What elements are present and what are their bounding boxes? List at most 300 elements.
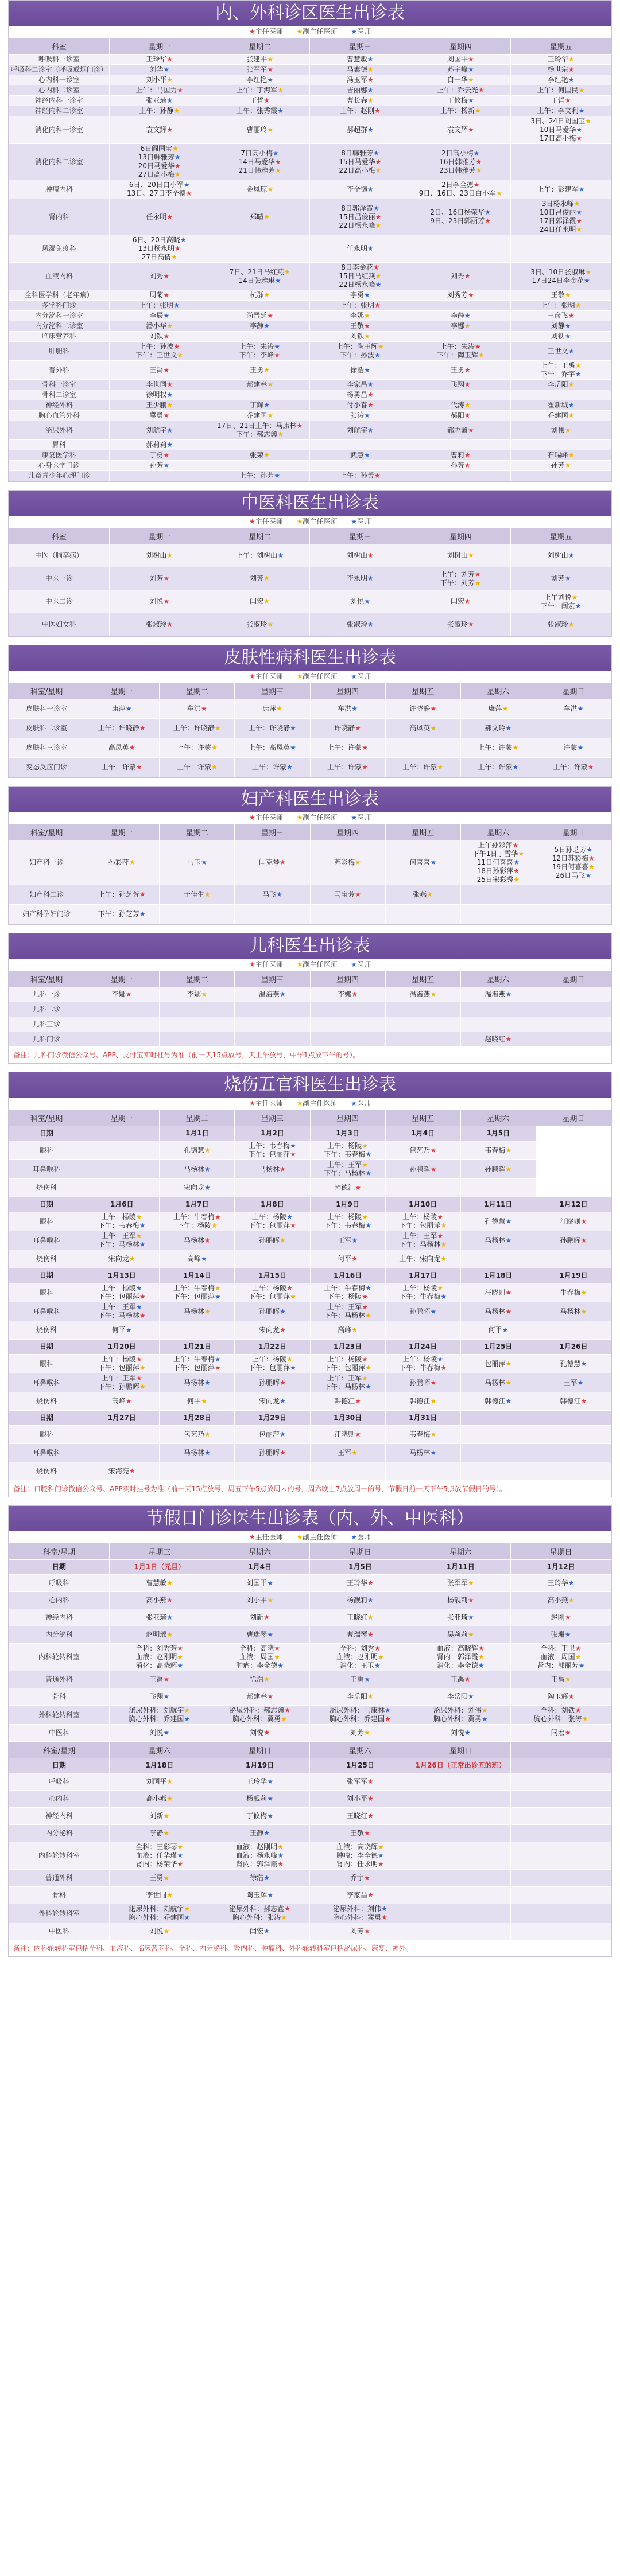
doctor-name: 17日高小梅 [540,134,576,142]
column-header: 科室/星期 [9,824,84,840]
department-cell: 儿科一诊 [9,987,84,1002]
schedule-cell [460,738,536,758]
schedule-cell [84,1321,160,1340]
schedule-cell [160,738,235,758]
schedule-cell [536,719,611,738]
rank-star-icon: ★ [505,1035,512,1043]
legend-yellow-label: 副主任医师 [303,28,338,36]
doctor-name: 上午：刘芳 [440,570,475,578]
schedule-cell [410,55,511,65]
rank-star-icon: ★ [163,291,170,299]
schedule-cell [160,1392,235,1411]
doctor-name: 刘树山 [447,551,468,559]
schedule-cell [210,380,310,390]
schedule-cell [160,1231,235,1250]
rank-star-icon: ★ [467,620,474,628]
rank-star-icon: ★ [580,1236,587,1244]
doctor-name: 刘航宇 [146,426,167,434]
schedule-cell [511,75,611,85]
rank-star-icon: ★ [467,76,474,84]
doctor-name: 马杨林 [183,1236,204,1244]
doctor-name: 上午：张明 [340,301,375,309]
schedule-cell [460,1179,536,1197]
schedule-cell [410,471,511,481]
legend-blue-label: 医师 [356,517,371,526]
rank-star-icon: ★ [362,1213,368,1221]
rank-star-icon: ★ [362,1142,368,1150]
schedule-cell [210,1706,310,1725]
rank-star-icon: ★ [430,1165,437,1173]
schedule-cell [109,85,210,96]
schedule-cell [109,544,210,567]
rank-star-icon: ★ [378,1860,384,1868]
rank-star-icon: ★ [374,1644,381,1652]
rank-star-icon: ★ [587,763,594,771]
rank-star-icon: ★ [351,1449,358,1457]
rank-star-icon: ★ [568,411,575,419]
doctor-name: 高小燕 [146,1795,167,1803]
schedule-cell [210,106,310,116]
date-cell [511,1758,611,1773]
schedule-cell [109,1706,210,1725]
rank-star-icon: ★ [163,332,170,340]
rank-star-icon: ★ [474,578,481,587]
doctor-name: 刘芳 [250,574,264,582]
department-cell: 胃科 [9,440,110,450]
schedule-cell [84,1179,160,1197]
schedule-cell [84,840,160,885]
legend [9,516,611,527]
date-cell [460,1411,536,1426]
rank-star-icon: ★ [267,1596,273,1604]
doctor-name: 上午：宋向龙 [399,1255,441,1263]
doctor-name: 13日杨永明 [138,244,175,252]
schedule-table [9,1109,611,1481]
rank-star-icon: ★ [365,1383,371,1391]
schedule-cell [210,1923,310,1940]
table-row [9,1870,611,1887]
schedule-cell [310,85,410,96]
doctor-name: 翟新城 [547,401,568,409]
schedule-cell [235,885,310,905]
doctor-name: 上午：王禹 [540,361,575,369]
doctor-name: 泌尿外科：郝志鑫 [229,1706,285,1714]
rank-star-icon: ★ [264,1927,270,1935]
department-cell: 烧伤科 [9,1392,84,1411]
doctor-name: 上午：许蒙 [478,763,513,771]
doctor-name: 刘伟 [551,426,565,434]
legend-yellow-label: 副主任医师 [303,672,338,680]
department-cell: 儿科三诊 [9,1017,84,1032]
doctor-name: 刘航宇 [347,426,368,434]
rank-star-icon: ★ [505,990,512,998]
schedule-cell [109,96,210,106]
schedule-cell [310,1626,410,1644]
doctor-name: 15日吕俊丽 [339,212,375,221]
rank-star-icon: ★ [129,1255,135,1263]
rank-star-icon: ★ [505,1217,512,1225]
legend-red-label: 主任医师 [255,960,283,968]
schedule-cell [410,1706,511,1725]
schedule-cell [536,758,611,777]
doctor-name: 胸心外科：张涛 [232,1913,281,1921]
doctor-name: 上午：杨陵 [252,1355,287,1363]
doctor-name: 刘新 [149,1812,164,1820]
schedule-cell [160,840,235,885]
schedule-cell [84,1032,160,1047]
doctor-name: 何喜喜 [409,858,431,866]
doctor-name: 任永明 [347,244,368,252]
doctor-name: 25日宋彩秀 [476,875,514,884]
table-row [9,544,611,567]
department-cell: 肝胆科 [9,342,110,361]
doctor-name: 孔德慧 [560,1359,581,1368]
schedule-cell [109,1609,210,1626]
schedule-cell [310,738,385,758]
table-row [9,1283,611,1302]
schedule-cell [210,290,310,301]
doctor-name: 张建平 [246,55,268,63]
schedule-cell [511,1671,611,1688]
table-row [9,55,611,65]
column-header: 星期二 [160,1110,235,1126]
rank-star-icon: ★ [430,1146,437,1154]
rank-star-icon: ★ [277,86,284,94]
rank-star-icon: ★ [267,312,273,320]
doctor-name: 下午：牛春梅 [399,1364,441,1372]
rank-star-icon: ★ [512,763,519,771]
schedule-cell [511,1725,611,1742]
doctor-name: 王勇 [149,1874,164,1882]
rank-star-icon: ★ [365,1312,371,1320]
schedule-cell [210,361,310,380]
doctor-name: 孙芳 [551,461,565,469]
schedule-cell [310,1773,410,1791]
doctor-name: 丁辉 [250,401,264,409]
schedule-cell [109,450,210,461]
schedule-cell [235,1212,310,1231]
rank-star-icon: ★ [505,1378,512,1387]
rank-star-icon: ★ [276,890,282,898]
schedule-cell [310,400,410,411]
schedule-cell [160,758,235,777]
schedule-cell [410,1825,511,1842]
header-row [9,824,611,840]
department-cell: 眼科 [9,1141,84,1160]
schedule-cell [536,1426,611,1444]
rank-star-icon: ★ [564,461,571,469]
rank-star-icon: ★ [184,1913,191,1921]
schedule-cell [210,1842,310,1870]
doctor-name: 上午：许晓静 [249,724,290,732]
schedule-cell [235,1231,310,1250]
rank-star-icon: ★ [135,1213,142,1221]
rank-star-icon: ★ [280,1449,286,1457]
doctor-name: 上午：杨陵 [402,1355,437,1363]
doctor-name: 丁哲 [551,96,565,104]
department-cell: 心身医学门诊 [9,461,110,471]
schedule-cell [84,1283,160,1302]
rank-star-icon: ★ [364,322,370,330]
rank-star-icon: ★ [467,1596,474,1604]
rank-star-icon: ★ [367,96,374,104]
rank-star-icon: ★ [163,451,170,459]
rank-star-icon: ★ [513,858,520,866]
doctor-name: 2日、16日杨荣华 [430,208,485,216]
schedule-cell [310,1250,385,1268]
rank-star-icon: ★ [267,411,273,419]
schedule-cell [235,1017,310,1032]
schedule-cell [460,1017,536,1032]
legend-blue-label: 医师 [356,1099,371,1107]
doctor-name: 胸心外科：张涛 [533,1715,582,1723]
rank-star-icon: ★ [365,1221,371,1229]
rank-star-icon: ★ [264,365,270,374]
section-pediatrics [8,933,612,1064]
schedule-cell [310,1231,385,1250]
rank-star-icon: ★ [464,365,471,374]
doctor-name: 李娜 [450,322,464,330]
rank-star-icon: ★ [211,1221,218,1229]
table-row [9,758,611,777]
schedule-cell [511,332,611,342]
department-cell: 消化内科一诊室 [9,116,110,144]
doctor-name: 7日、21日马红燕 [229,267,284,276]
department-cell: 皮肤科二诊室 [9,719,84,738]
doctor-name: 上午：王军 [101,1303,136,1311]
schedule-cell [511,65,611,75]
header-row [9,528,611,544]
legend-red-label: 主任医师 [255,517,283,526]
rank-star-icon: ★ [264,291,270,299]
rank-star-icon: ★ [575,1653,582,1661]
doctor-name: 王少鹏 [146,401,167,409]
doctor-name: 上午：杨陵 [101,1213,136,1221]
doctor-name: 王玲华 [146,55,167,63]
rank-star-icon: ★ [204,1184,211,1192]
table-row [9,311,611,321]
doctor-name: 刘国平 [146,1777,167,1785]
department-cell: 神经内科 [9,1808,110,1825]
doctor-name: 汪晓则 [334,1430,355,1438]
doctor-name: 下午：包丽萍 [249,1293,290,1301]
rank-star-icon: ★ [367,1613,374,1621]
department-cell: 中医科 [9,1923,110,1940]
rank-star-icon: ★ [166,380,173,388]
doctor-name: 15日马红燕 [339,272,375,280]
doctor-name: 上午：许蒙 [327,744,362,752]
rank-star-icon: ★ [568,1692,575,1701]
schedule-cell [410,1870,511,1887]
doctor-name: 何平 [338,1255,352,1263]
schedule-cell [235,1160,310,1179]
rank-star-icon: ★ [362,1303,368,1311]
schedule-cell [511,1688,611,1706]
doctor-name: 肿瘤：李全德 [336,1851,378,1859]
rank-star-icon: ★ [505,1307,512,1316]
schedule-table [9,970,611,1047]
doctor-name: 刘悦 [250,1729,264,1737]
table-row [9,1426,611,1444]
rank-star-icon: ★ [564,1729,571,1737]
doctor-name: 血液：高晓辉 [436,1644,478,1652]
rank-star-icon: ★ [367,620,374,628]
schedule-cell [536,1017,611,1032]
doctor-name: 李岳阳 [447,1692,468,1701]
schedule-cell [410,1791,511,1808]
schedule-cell [235,1250,310,1268]
schedule-cell [160,1160,235,1179]
doctor-name: 刘小平 [146,76,167,84]
rank-star-icon: ★ [430,724,437,732]
doctor-name: 郝阳 [450,411,464,419]
schedule-cell [310,1141,385,1160]
department-cell: 神经内科 [9,1609,110,1626]
table-row [9,106,611,116]
rank-star-icon: ★ [276,705,282,713]
rank-star-icon: ★ [267,380,273,388]
department-cell: 骨科 [9,1688,110,1706]
doctor-name: 上午：牛春梅 [173,1355,215,1363]
table-row [9,65,611,75]
rank-star-icon: ★ [467,1692,474,1701]
schedule-cell [109,180,210,199]
doctor-name: 王军 [338,1449,352,1457]
doctor-name: 刘国平 [246,1579,268,1587]
doctor-name: 郝志鑫 [447,426,468,434]
rank-star-icon: ★ [564,291,571,299]
rank-star-icon: ★ [267,1795,273,1803]
schedule-cell [511,1904,611,1923]
schedule-cell [511,116,611,144]
rank-star-icon: ★ [576,126,583,134]
doctor-name: 张淑玲 [347,620,368,628]
rank-star-icon: ★ [177,86,184,94]
schedule-cell [511,1870,611,1887]
rank-star-icon: ★ [264,1829,270,1837]
rank-star-icon: ★ [374,301,381,309]
rank-star-icon: ★ [125,1326,132,1334]
red-star-icon: ★ [249,517,255,526]
rank-star-icon: ★ [355,890,361,898]
doctor-name: 于佳生 [183,890,204,898]
doctor-name: 上午：王军 [327,1303,362,1311]
rank-star-icon: ★ [505,1236,512,1244]
schedule-cell [410,199,511,235]
schedule-cell [511,1626,611,1644]
doctor-name: 上午：许晓静 [98,724,140,732]
date-cell: 1月6日 [84,1197,160,1212]
schedule-cell [310,380,410,390]
table-row [9,1002,611,1017]
schedule-cell [410,75,511,85]
doctor-name: 孔德慧 [485,1217,506,1225]
department-cell: 血液内科 [9,263,110,290]
doctor-name: 6日、20日白小军 [129,181,184,189]
table-row [9,290,611,301]
schedule-cell [410,301,511,311]
column-header: 星期三 [310,528,410,544]
schedule-cell [109,263,210,290]
doctor-name: 上午：牛春梅 [173,1213,215,1221]
column-header: 星期四 [410,38,511,55]
red-star-icon: ★ [249,672,255,680]
doctor-name: 陶玉辉 [246,1891,268,1899]
date-cell: 日期 [9,1560,110,1575]
rank-star-icon: ★ [163,1829,170,1837]
schedule-cell [511,421,611,440]
doctor-name: 车洪 [563,705,578,713]
doctor-name: 下午：韦春梅 [324,1150,366,1158]
legend [9,26,611,37]
schedule-cell [410,1887,511,1904]
department-cell: 眼科 [9,1212,84,1231]
rank-star-icon: ★ [568,1579,575,1587]
doctor-name: 王敬 [551,291,565,299]
doctor-name: 下午：孙鹏晖 [98,1383,140,1391]
doctor-name: 泌尿外科：刘航宇 [129,1706,184,1714]
doctor-name: 血液：赵刚明 [336,1653,378,1661]
schedule-cell [385,840,460,885]
doctor-name: 白一华 [447,76,468,84]
doctor-name: 上午：杨陵 [101,1355,136,1363]
rank-star-icon: ★ [184,1905,191,1913]
doctor-name: 上午：杨陵 [402,1213,437,1221]
rank-star-icon: ★ [280,1326,286,1334]
schedule-cell [536,1373,611,1392]
schedule-cell [460,905,536,924]
table-row [9,567,611,590]
date-row [9,1560,611,1575]
doctor-name: 下午：孙芝芳 [98,910,140,918]
schedule-cell [511,380,611,390]
doctor-name: 胸心外科：冀勇 [232,1715,281,1723]
schedule-cell [109,321,210,332]
rank-star-icon: ★ [568,65,575,73]
rank-star-icon: ★ [286,763,293,771]
table-row [9,613,611,636]
department-cell: 消化内科二诊室 [9,144,110,180]
doctor-name: 王玲华 [347,1579,368,1587]
schedule-cell [109,1688,210,1706]
schedule-cell [410,263,511,290]
schedule-cell [460,1141,536,1160]
date-cell: 日期 [9,1126,84,1141]
rank-star-icon: ★ [362,1161,368,1169]
doctor-name: 上午：许蒙 [176,744,211,752]
schedule-cell [385,885,460,905]
rank-star-icon: ★ [267,126,273,134]
yellow-star-icon: ★ [296,517,303,526]
rank-star-icon: ★ [125,705,132,713]
section-internal-surgery [8,0,612,482]
date-cell: 1月5日 [460,1126,536,1141]
doctor-name: 泌尿外科：刘航宇 [129,1905,184,1913]
table-row [9,1355,611,1373]
rank-star-icon: ★ [367,1631,374,1639]
schedule-cell [511,180,611,199]
column-header: 星期四 [310,1110,385,1126]
doctor-name: 上午孙彩萍 [478,841,513,849]
date-cell: 1月1日 [160,1126,235,1141]
doctor-name: 丁哲 [250,96,264,104]
doctor-name: 郑晴 [250,212,264,221]
schedule-cell [210,1725,310,1742]
doctor-name: 全科：王彩琴 [135,1843,177,1851]
rank-star-icon: ★ [585,267,591,276]
doctor-name: 李岳阳 [547,380,568,388]
rank-star-icon: ★ [577,744,584,752]
